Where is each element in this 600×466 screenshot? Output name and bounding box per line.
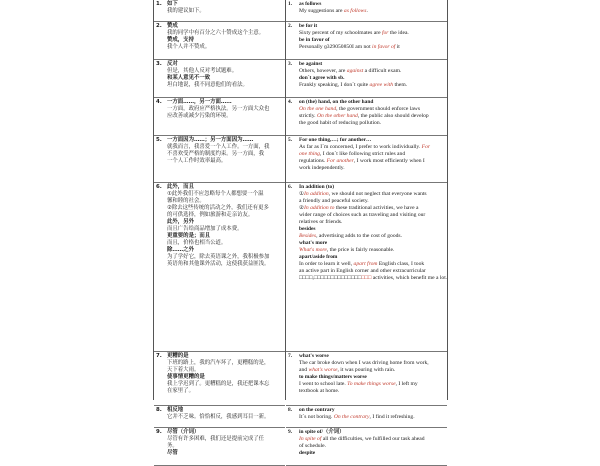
cn-example: 一个人工作时效率最高。: [167, 158, 227, 164]
highlighted-phrase: On the one hand: [299, 106, 337, 112]
en-phrase: [299, 137, 444, 144]
cn-phrase: 反对: [167, 61, 178, 67]
entry-number: 9.: [288, 429, 293, 435]
en-example: [299, 68, 444, 75]
text-run: of schedule.: [299, 443, 327, 449]
text-run: in spite of/（介词）: [299, 429, 345, 435]
text-run: a friendly and peaceful society.: [299, 198, 369, 204]
cn-phrase: 尽管: [167, 450, 178, 456]
cn-entry-7: [154, 352, 285, 406]
text-run: the idea.: [388, 30, 409, 36]
en-phrase: [299, 374, 444, 381]
en-phrase: [299, 1, 444, 8]
text-run: Frankly speaking, I don´t quite: [299, 82, 370, 88]
text-run: these traditional activities, we have a: [334, 205, 419, 211]
text-run: as follows: [299, 1, 322, 7]
en-phrase: [299, 226, 444, 233]
entry-number: 1.: [288, 1, 293, 7]
highlighted-phrase: as follows: [343, 8, 367, 14]
entry-number: 9.: [156, 429, 162, 435]
entry-number: 1.: [156, 1, 162, 7]
cn-entry-1: [154, 0, 285, 22]
en-phrase: [299, 37, 444, 44]
cn-example: 的可供选择，例如旅游和走亲访友。: [167, 212, 254, 218]
en-example: [299, 165, 444, 172]
en-phrase: [299, 75, 444, 82]
text-run: a difficult exam.: [363, 68, 402, 74]
cn-phrase: 如下: [167, 1, 178, 7]
cn-phrase: 此外，另外: [167, 219, 194, 225]
text-run: the good habit of reducing pollution.: [299, 120, 382, 126]
text-run: an active part in English corner and other extracurricular: [299, 268, 426, 274]
cn-example: 馨和睦的社会。: [167, 198, 205, 204]
text-run: , I don´t like following strict rules and: [319, 151, 406, 157]
text-run: , I find it refreshing.: [369, 414, 415, 420]
en-entry-5: [286, 136, 447, 183]
text-run: In addition (to): [299, 184, 335, 190]
text-run: I went to school late.: [299, 381, 348, 387]
cn-example: 在家里了。: [167, 388, 194, 394]
en-phrase: [299, 353, 444, 360]
text-run: don´t agree with sb.: [299, 75, 345, 81]
text-run: work independently.: [299, 165, 345, 171]
en-phrase: [299, 184, 444, 191]
entry-number: 5.: [156, 137, 162, 143]
cn-example: ①此外我们不应忽略每个人都想要一个温: [167, 191, 264, 197]
english-column: [286, 0, 448, 456]
entry-number: 5.: [288, 137, 293, 143]
en-example: [299, 388, 444, 395]
cn-example: 尽管有许多困难，我们还是提前完成了任: [167, 436, 265, 442]
text-run: Sixty percent of my schoolmates are: [299, 30, 382, 36]
en-example: [299, 8, 444, 15]
highlighted-phrase: On the other hand: [316, 113, 358, 119]
entry-number: 7.: [288, 353, 293, 359]
text-run: □□□□,□□□□□□□□□□□□□□: [299, 275, 362, 281]
cn-entry-9: [154, 428, 285, 466]
cn-phrase: 更重要的是；而且: [167, 233, 211, 239]
text-run: , I left my: [395, 381, 418, 387]
text-run: what's more: [299, 240, 328, 246]
text-run: be for it: [299, 23, 318, 29]
highlighted-phrase: agree with: [369, 82, 394, 88]
cn-example: 不喜欢受严格的制度约束。另一方面，我: [167, 151, 265, 157]
text-run: , I work most efficiently when I: [353, 158, 425, 164]
entry-number: 8.: [156, 407, 162, 413]
text-run: be against: [299, 61, 323, 67]
cn-entry-6: [154, 183, 285, 352]
cn-example: 坦白地说，我不同意他们的看法。: [167, 82, 248, 88]
text-run: , it was pouring with rain.: [337, 367, 396, 373]
en-example: [299, 120, 444, 127]
cn-example: 下班的路上，我的汽车坏了，更糟糕的是，: [167, 360, 270, 366]
highlighted-phrase: for: [381, 30, 389, 36]
en-entry-7: [286, 352, 447, 406]
text-run: them.: [393, 82, 408, 88]
cn-example: ②除去这些传统的活动之外，我们还有更多: [167, 205, 269, 211]
en-example: [299, 82, 444, 89]
cn-entry-4: [154, 98, 285, 136]
cn-example: 而且广告给商品增加了成本费。: [167, 226, 243, 232]
highlighted-phrase: against: [346, 68, 364, 74]
highlighted-phrase: To make things worse: [347, 381, 396, 387]
en-example: [299, 158, 444, 165]
en-example: [299, 233, 444, 240]
cn-example: 就我而言，我喜爱一个人工作。一方面，我: [167, 144, 270, 150]
entry-number: 3.: [156, 61, 162, 67]
highlighted-phrase: □□□: [361, 275, 372, 281]
en-example: [299, 360, 444, 367]
text-run: textbook at home.: [299, 388, 340, 394]
cn-phrase: 此外，而且: [167, 184, 194, 190]
text-run: what's worse: [299, 353, 329, 359]
en-example: [299, 113, 444, 120]
en-example: [299, 30, 444, 37]
cn-example: 它并不乏味。恰恰相反，我感到耳目一新。: [167, 414, 270, 420]
highlighted-phrase: what's worse: [308, 367, 338, 373]
text-run: despite: [299, 450, 316, 456]
text-run: it: [395, 44, 400, 50]
en-example: [299, 268, 444, 275]
text-run: be in favor of: [299, 37, 330, 43]
en-example: [299, 191, 444, 198]
highlighted-phrase: in favor of: [372, 44, 396, 50]
en-example: [299, 144, 444, 151]
en-example: [299, 44, 444, 51]
text-run: on the contrary: [299, 407, 335, 413]
cn-phrase: 赞成: [167, 23, 178, 29]
entry-number: 8.: [288, 407, 293, 413]
text-run: My suggestions are: [299, 8, 344, 14]
text-run: Others, however, are: [299, 68, 347, 74]
cn-example: 而且，价格也相当公道。: [167, 240, 227, 246]
cn-phrase: 赞成，支持: [167, 37, 194, 43]
entry-number: 6.: [156, 184, 162, 190]
text-run: besides: [299, 226, 316, 232]
cn-example: 天下着大雨。: [167, 367, 200, 373]
en-phrase: [299, 61, 444, 68]
en-phrase: [299, 23, 444, 30]
cn-phrase: 使事情更糟的是: [167, 374, 205, 380]
text-run: ①: [299, 191, 305, 197]
text-run: English class, I took: [377, 261, 425, 267]
en-entry-8: [286, 406, 447, 428]
text-run: relatives or friends.: [299, 219, 343, 225]
cn-phrase: 除……之外: [167, 247, 194, 253]
text-run: , advertising adds to the cost of goods.: [316, 233, 403, 239]
text-run: , the public also should develop: [357, 113, 429, 119]
cn-example: 应改善或减少污染的环境。: [167, 113, 232, 119]
en-example: [299, 247, 444, 254]
cn-example: 我个人并不赞成。: [167, 44, 211, 50]
text-run: apart/aside from: [299, 254, 338, 260]
chinese-column: [154, 0, 286, 456]
text-run: on (the) hand, on the other hand: [299, 99, 374, 105]
text-run: , the price is fairly reasonable.: [326, 247, 395, 253]
en-example: [299, 212, 444, 219]
text-run: to make things/matters worse: [299, 374, 367, 380]
en-example: [299, 275, 448, 282]
cn-phrase: 和某人意见不一致: [167, 75, 211, 81]
en-phrase: [299, 99, 444, 106]
en-example: [299, 205, 444, 212]
en-entry-9: [286, 428, 447, 466]
text-run: ②: [299, 205, 305, 211]
en-example: [299, 198, 444, 205]
cn-example: 为了学好它，除去英语课之外，我积极参加: [167, 254, 270, 260]
entry-number: 4.: [288, 99, 293, 105]
highlighted-phrase: For another: [326, 158, 354, 164]
cn-example: 我的同学中有百分之六十赞成这个主意。: [167, 30, 265, 36]
cn-example: 但是，其他人反对考试题难。: [167, 68, 238, 74]
entry-number: 7.: [156, 353, 162, 359]
en-example: [299, 367, 444, 374]
entry-number: 2.: [288, 23, 293, 29]
cn-example: 务。: [167, 443, 178, 449]
text-run: activities, which benefit me a lot.: [371, 275, 448, 281]
text-run: It´s not boring.: [299, 414, 334, 420]
entry-number: 3.: [288, 61, 293, 67]
cn-example: 我上学迟到了。更糟糕的是，我还把课本忘: [167, 381, 270, 387]
entry-number: 2.: [156, 23, 162, 29]
en-entry-6: [286, 183, 447, 352]
cn-phrase: 一方面因为……；另一方面因为……: [167, 137, 254, 143]
text-run: For one thing,…; for another…: [299, 137, 372, 143]
entry-number: 4.: [156, 99, 162, 105]
en-example: [299, 443, 444, 450]
text-run: strictly.: [299, 113, 317, 119]
cn-entry-3: [154, 60, 285, 98]
en-phrase: [299, 407, 444, 414]
highlighted-phrase: In addition: [304, 191, 329, 197]
cn-phrase: 一方面……，另一方面……: [167, 99, 232, 105]
en-entry-2: [286, 22, 447, 60]
text-run: all the difficulties, we fulfilled our task ahead: [321, 436, 425, 442]
text-run: The car broke down when I was driving home from work,: [299, 360, 429, 366]
highlighted-phrase: In addition to: [304, 205, 335, 211]
text-run: In order to learn it well,: [299, 261, 354, 267]
en-example: [299, 414, 444, 421]
en-entry-4: [286, 98, 447, 136]
cn-phrase: 更糟的是: [167, 353, 189, 359]
entry-number: 6.: [288, 184, 293, 190]
en-phrase: [299, 254, 444, 261]
text-run: , we should not neglect that everyone wants: [328, 191, 427, 197]
cn-example: 一方面，政府应严格执法。另一方面大众也: [167, 106, 270, 112]
highlighted-phrase: On the contrary: [333, 414, 370, 420]
en-phrase: [299, 240, 444, 247]
en-example: [299, 381, 444, 388]
text-run: , the government should enforce laws: [336, 106, 421, 112]
en-example: [299, 219, 444, 226]
vocabulary-table: [153, 0, 448, 456]
highlighted-phrase: What's more: [299, 247, 327, 253]
text-run: regulations.: [299, 158, 327, 164]
en-entry-1: [286, 0, 447, 22]
en-phrase: [299, 429, 444, 436]
cn-example: 英语角和其他课外活动，这使我获益匪浅。: [167, 261, 270, 267]
en-example: [299, 436, 444, 443]
cn-phrase: 尽管（介词）: [167, 429, 200, 435]
en-entry-3: [286, 60, 447, 98]
cn-phrase: 相反地: [167, 407, 184, 413]
en-example: [299, 106, 444, 113]
highlighted-phrase: For: [421, 144, 431, 150]
en-phrase: [299, 450, 444, 457]
text-run: .: [366, 8, 368, 14]
text-run: As far as I´m concerned, I prefer to work individually.: [299, 144, 422, 150]
cn-entry-5: [154, 136, 285, 183]
cn-example: 我的建议如下。: [167, 8, 205, 14]
text-run: wider range of choices such as traveling and visiting our: [299, 212, 426, 218]
highlighted-phrase: Besides: [299, 233, 317, 239]
cn-entry-8: [154, 406, 285, 428]
text-run: and: [299, 367, 309, 373]
highlighted-phrase: one thing: [299, 151, 320, 157]
highlighted-phrase: In spite of: [299, 436, 322, 442]
text-run: Personally ɡ329050850I am not: [299, 44, 373, 50]
en-example: [299, 151, 444, 158]
cn-entry-2: [154, 22, 285, 60]
highlighted-phrase: apart from: [353, 261, 378, 267]
en-example: [299, 261, 444, 268]
